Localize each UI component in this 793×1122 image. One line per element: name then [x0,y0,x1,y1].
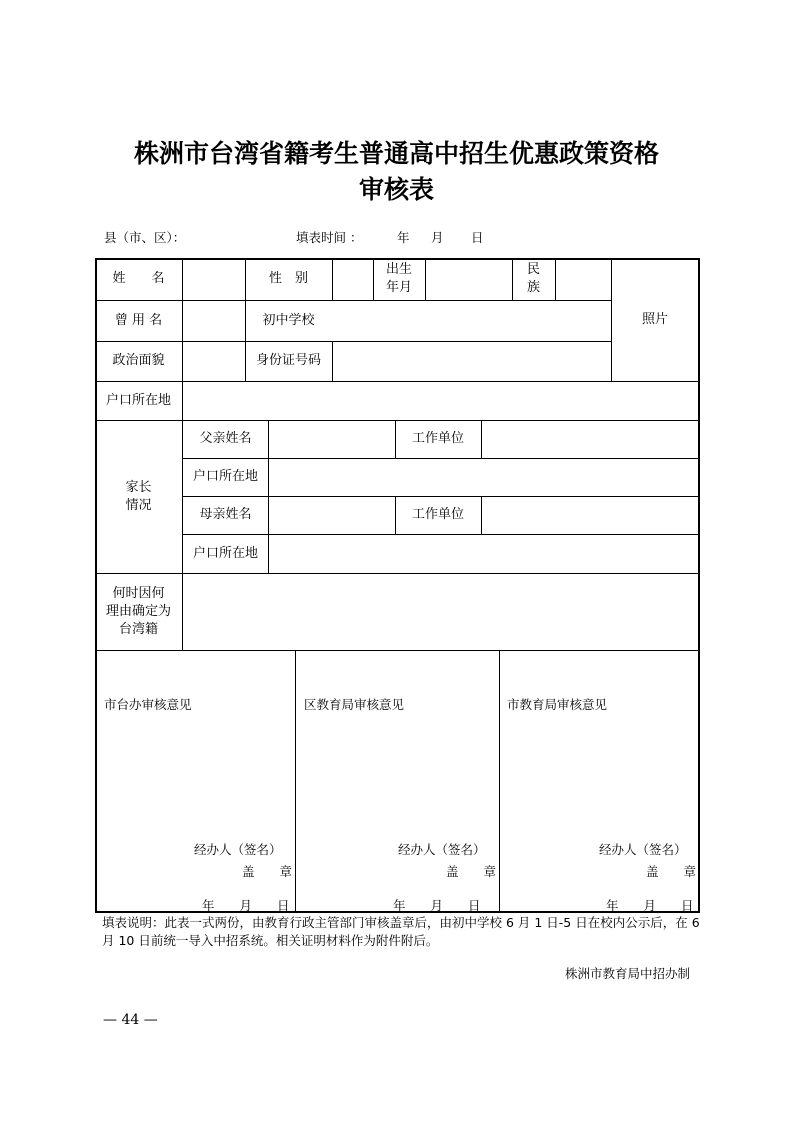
mother-work-unit-label: 工作单位 [411,507,464,522]
reason-label [95,573,182,650]
name-field[interactable] [183,258,245,300]
fill-instructions: 填表说明：此表一式两份，由教育行政主管部门审核盖章后，由初中学校 6 月 1 日-5 日在校内公示后，在 6 月 10 日前统一导入中招系统。相关证明材料作为附件附后。 [102,915,700,948]
table-border-right [698,258,700,913]
political-label: 政治面貌 [112,353,165,368]
opinion-2-seal: 盖 章 [446,864,497,879]
junior-school-label: 初中学校 [262,312,315,328]
opinion-1-seal: 盖 章 [242,864,293,879]
mother-name-field[interactable] [269,496,395,534]
fill-time-month: 月 [431,230,444,245]
photo-box: 照片 [641,311,668,327]
col-line [499,650,500,913]
former-name-label: 曾 用 名 [114,312,163,328]
opinion-1-handler: 经办人（签名） [194,842,282,857]
reason-label-line2: 理由确定为 [105,603,171,619]
father-work-unit-label: 工作单位 [411,431,464,446]
form-maker: 株洲市教育局中招办制 [564,966,690,981]
parents-label-line2: 情况 [125,497,152,513]
row-line [95,650,700,651]
former-name-field[interactable] [183,300,245,341]
birth-label-line2: 年月 [385,280,412,295]
ethnicity-field[interactable] [556,258,611,300]
fill-time-day: 日 [471,230,484,245]
father-hukou-label: 户口所在地 [192,469,258,484]
father-name-field[interactable] [269,420,395,458]
opinion-2-title: 区教育局审核意见 [304,697,405,712]
gender-field[interactable] [333,258,373,300]
ethnicity-label-line2: 族 [526,280,540,295]
opinion-3-seal: 盖 章 [646,864,697,879]
gender-label: 性 别 [268,271,308,286]
birth-field[interactable] [426,258,512,300]
political-field[interactable] [183,341,245,381]
parents-label-line1: 家长 [125,479,152,495]
opinion-1-title: 市台办审核意见 [104,697,192,712]
form-title-line2: 审核表 [358,175,434,204]
fill-time-year: 年 [397,230,410,245]
review-form-table [95,258,700,913]
reason-label-line1: 何时因何 [112,585,165,601]
mother-work-unit-field[interactable] [482,496,698,534]
id-number-field[interactable] [333,341,611,381]
mother-hukou-field[interactable] [269,534,698,573]
ethnicity-label [512,258,555,300]
mother-name-label: 母亲姓名 [199,507,252,522]
opinion-2-handler: 经办人（签名） [398,842,486,857]
opinion-3-date: 年 月 日 [606,898,694,913]
parents-label [95,420,182,573]
birth-label-line1: 出生 [385,262,412,277]
opinion-2-date: 年 月 日 [393,898,481,913]
hukou-field[interactable] [183,381,698,420]
form-title-line1: 株洲市台湾省籍考生普通高中招生优惠政策资格 [133,139,659,168]
fill-time-label: 填表时间 ： [296,230,363,245]
father-work-unit-field[interactable] [482,420,698,458]
reason-label-line3: 台湾籍 [118,621,158,637]
hukou-label: 户口所在地 [105,392,171,408]
ethnicity-label-line1: 民 [526,262,540,277]
junior-school-field[interactable] [333,300,611,341]
county-label: 县（市、区）： [104,230,186,245]
col-line [295,650,296,913]
opinion-3-handler: 经办人（签名） [599,842,687,857]
id-number-label: 身份证号码 [255,353,321,368]
mother-hukou-label: 户口所在地 [192,545,258,561]
opinion-1-date: 年 月 日 [202,898,290,913]
birth-label [373,258,425,300]
father-hukou-field[interactable] [269,458,698,496]
opinion-3-title: 市教育局审核意见 [507,697,608,712]
father-name-label: 父亲姓名 [199,431,252,446]
reason-field[interactable] [183,573,698,650]
name-label: 姓 名 [112,271,165,286]
page-number: — 44 — [103,1012,158,1028]
